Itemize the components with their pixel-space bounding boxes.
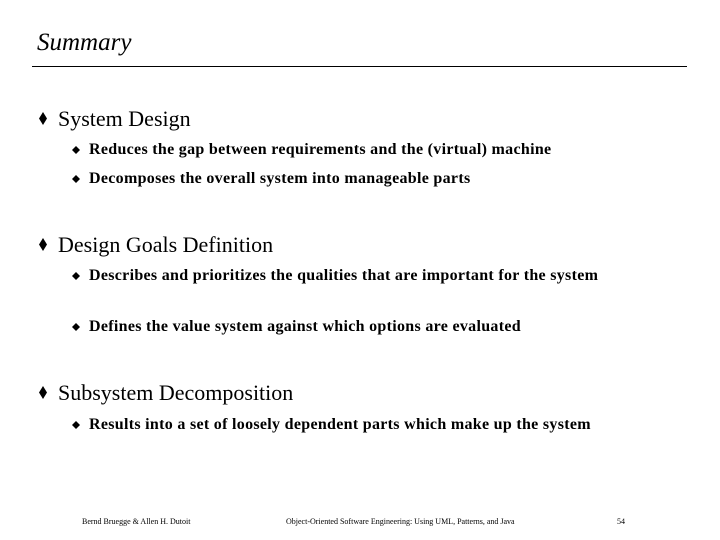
section-heading: System Design	[58, 106, 191, 131]
list-item-text: Defines the value system against which options are evaluated	[89, 318, 521, 335]
list-item-text: Describes and prioritizes the qualities that are important for the system	[89, 267, 599, 284]
small-diamond-bullet-icon	[72, 323, 80, 331]
list-item-text: Reduces the gap between requirements and the (virtual) machine	[89, 141, 552, 158]
list-item	[72, 265, 652, 287]
footer-page-number: 54	[617, 517, 625, 526]
list-item	[72, 316, 652, 338]
list-item-text: Results into a set of loosely dependent parts which make up the system	[89, 416, 591, 433]
section-heading: Subsystem Decomposition	[58, 380, 294, 405]
section-heading: Design Goals Definition	[58, 232, 274, 257]
list-item-text: Decomposes the overall system into manageable parts	[89, 170, 471, 187]
footer-book-title: Object-Oriented Software Engineering: Using UML, Patterns, and Java	[286, 517, 515, 526]
small-diamond-bullet-icon	[72, 421, 80, 429]
footer-authors: Bernd Bruegge & Allen H. Dutoit	[82, 517, 191, 526]
list-item	[72, 139, 652, 161]
diamond-bullet-icon	[37, 384, 49, 401]
small-diamond-bullet-icon	[72, 175, 80, 183]
diamond-bullet-icon	[37, 236, 49, 253]
diamond-bullet-icon	[37, 110, 49, 127]
title-divider	[32, 66, 687, 67]
list-item	[72, 414, 652, 436]
small-diamond-bullet-icon	[72, 146, 80, 154]
list-item	[72, 168, 652, 190]
small-diamond-bullet-icon	[72, 272, 80, 280]
slide-title: Summary	[37, 29, 132, 56]
